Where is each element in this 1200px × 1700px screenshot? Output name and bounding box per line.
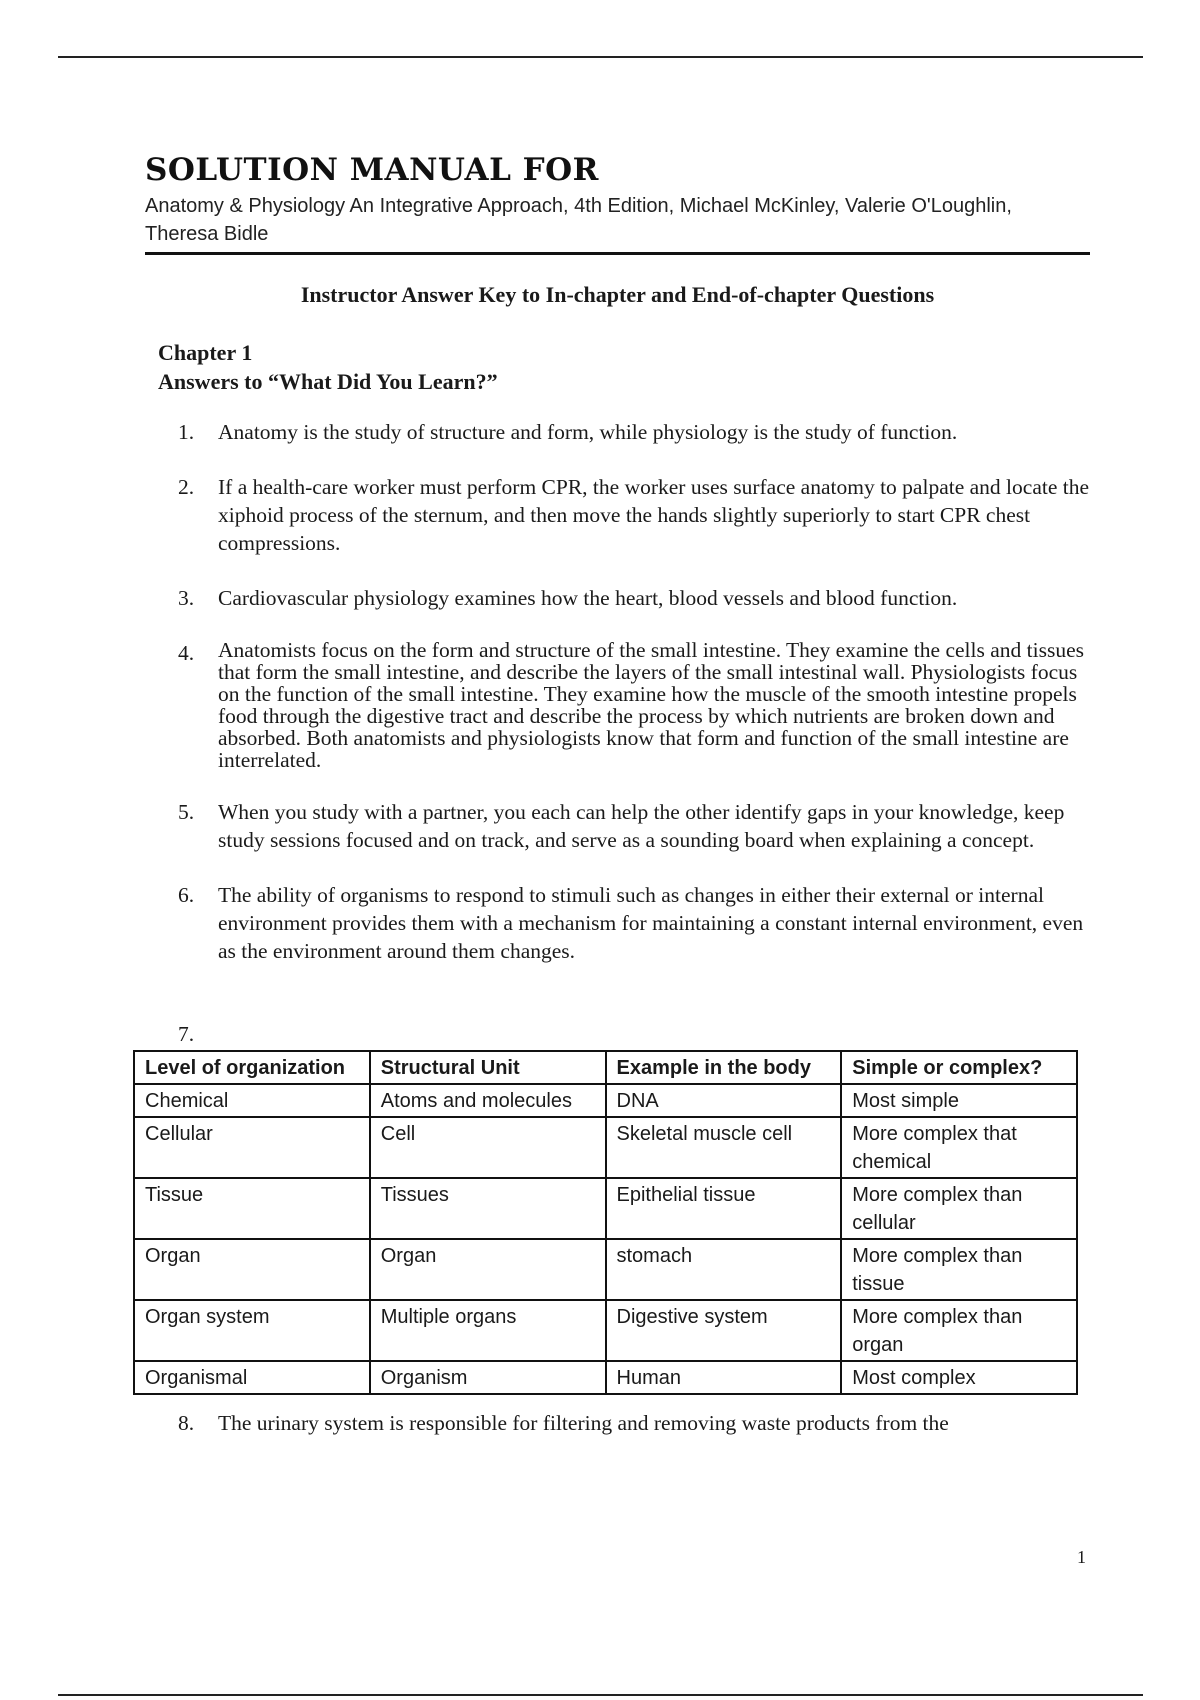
list-item <box>178 584 1093 612</box>
list-item <box>178 639 1093 771</box>
table-row <box>134 1239 1077 1300</box>
table-cell: Atoms and molecules <box>370 1084 606 1117</box>
table-cell: Digestive system <box>606 1300 842 1361</box>
column-header: Level of organization <box>134 1051 370 1084</box>
question-number: 4. <box>178 641 195 665</box>
answer-text: Anatomy is the study of structure and form, while physiology is the study of function. <box>218 420 958 444</box>
question-number: 8. <box>178 1411 195 1435</box>
question-number: 5. <box>178 800 195 824</box>
answer-text: The ability of organisms to respond to stimuli such as changes in either their external or internal environment provides them with a mechanism for maintaining a constant internal environment, even as the environment around them changes. <box>218 883 1084 963</box>
column-header: Example in the body <box>606 1051 842 1084</box>
table-cell: More complex than cellular <box>841 1178 1077 1239</box>
column-header: Simple or complex? <box>841 1051 1077 1084</box>
question-number: 1. <box>178 420 195 444</box>
question-number: 3. <box>178 586 195 610</box>
table-row <box>134 1117 1077 1178</box>
question-number-7: 7. <box>178 1022 195 1046</box>
table-row <box>134 1300 1077 1361</box>
answer-text: When you study with a partner, you each can help the other identify gaps in your knowledge, keep study sessions focused and on track, and serve as a sounding board when explaining a concept. <box>218 800 1065 852</box>
table-cell: Most simple <box>841 1084 1077 1117</box>
table-cell: Skeletal muscle cell <box>606 1117 842 1178</box>
document-header <box>145 150 1090 248</box>
table-row <box>134 1361 1077 1394</box>
chapter-heading <box>158 338 498 396</box>
table-cell: Most complex <box>841 1361 1077 1394</box>
table-cell: Multiple organs <box>370 1300 606 1361</box>
answer-text: Cardiovascular physiology examines how the heart, blood vessels and blood function. <box>218 586 958 610</box>
table-cell: Tissue <box>134 1178 370 1239</box>
table-row <box>134 1084 1077 1117</box>
list-item <box>178 1411 1093 1436</box>
chapter-subtitle: Answers to “What Did You Learn?” <box>158 369 498 394</box>
page-number: 1 <box>1077 1547 1086 1567</box>
manual-title: SOLUTION MANUAL FOR <box>145 152 599 188</box>
bottom-rule <box>58 1694 1143 1696</box>
table-cell: Tissues <box>370 1178 606 1239</box>
table-header-row <box>134 1051 1077 1084</box>
table-cell: DNA <box>606 1084 842 1117</box>
book-citation: Anatomy & Physiology An Integrative Approach, 4th Edition, Michael McKinley, Valerie O'Loughlin, Theresa Bidle <box>145 195 1012 245</box>
table-cell: stomach <box>606 1239 842 1300</box>
top-rule <box>58 56 1143 58</box>
table-cell: Organ system <box>134 1300 370 1361</box>
table-cell: More complex than tissue <box>841 1239 1077 1300</box>
header-rule <box>145 252 1090 255</box>
question-number: 2. <box>178 475 195 499</box>
chapter-label: Chapter 1 <box>158 340 253 365</box>
table-cell: More complex that chemical <box>841 1117 1077 1178</box>
table-cell: Organismal <box>134 1361 370 1394</box>
column-header: Structural Unit <box>370 1051 606 1084</box>
table-cell: Cellular <box>134 1117 370 1178</box>
answer-key-title: Instructor Answer Key to In-chapter and End-of-chapter Questions <box>300 282 935 307</box>
list-item <box>178 418 1093 446</box>
list-item <box>178 881 1093 965</box>
table-cell: Organism <box>370 1361 606 1394</box>
question-list <box>178 418 1093 992</box>
table-cell: Epithelial tissue <box>606 1178 842 1239</box>
organization-levels-table <box>133 1050 1078 1395</box>
table-cell: Organ <box>370 1239 606 1300</box>
table-cell: Human <box>606 1361 842 1394</box>
question-number: 6. <box>178 883 195 907</box>
answer-text: If a health-care worker must perform CPR, the worker uses surface anatomy to palpate and locate the xiphoid process of the sternum, and then move the hands slightly superiorly to start CPR chest compressions. <box>218 475 1090 555</box>
table-cell: Cell <box>370 1117 606 1178</box>
answer-text: Anatomists focus on the form and structure of the small intestine. They examine the cells and tissues that form the small intestine, and describe the layers of the small intestinal wall. Physiologists focus on the function of the small intestine. They examine how the muscle of the smooth intestine propels food through the digestive tract and describe the process by which nutrients are broken down and absorbed. Both anatomists and physiologists know that form and function of the small intestine are interrelated. <box>218 638 1084 772</box>
table-row <box>134 1178 1077 1239</box>
table-cell: Chemical <box>134 1084 370 1117</box>
table-cell: Organ <box>134 1239 370 1300</box>
list-item <box>178 473 1093 557</box>
answer-text: The urinary system is responsible for filtering and removing waste products from the <box>218 1411 949 1435</box>
table-cell: More complex than organ <box>841 1300 1077 1361</box>
list-item <box>178 798 1093 854</box>
